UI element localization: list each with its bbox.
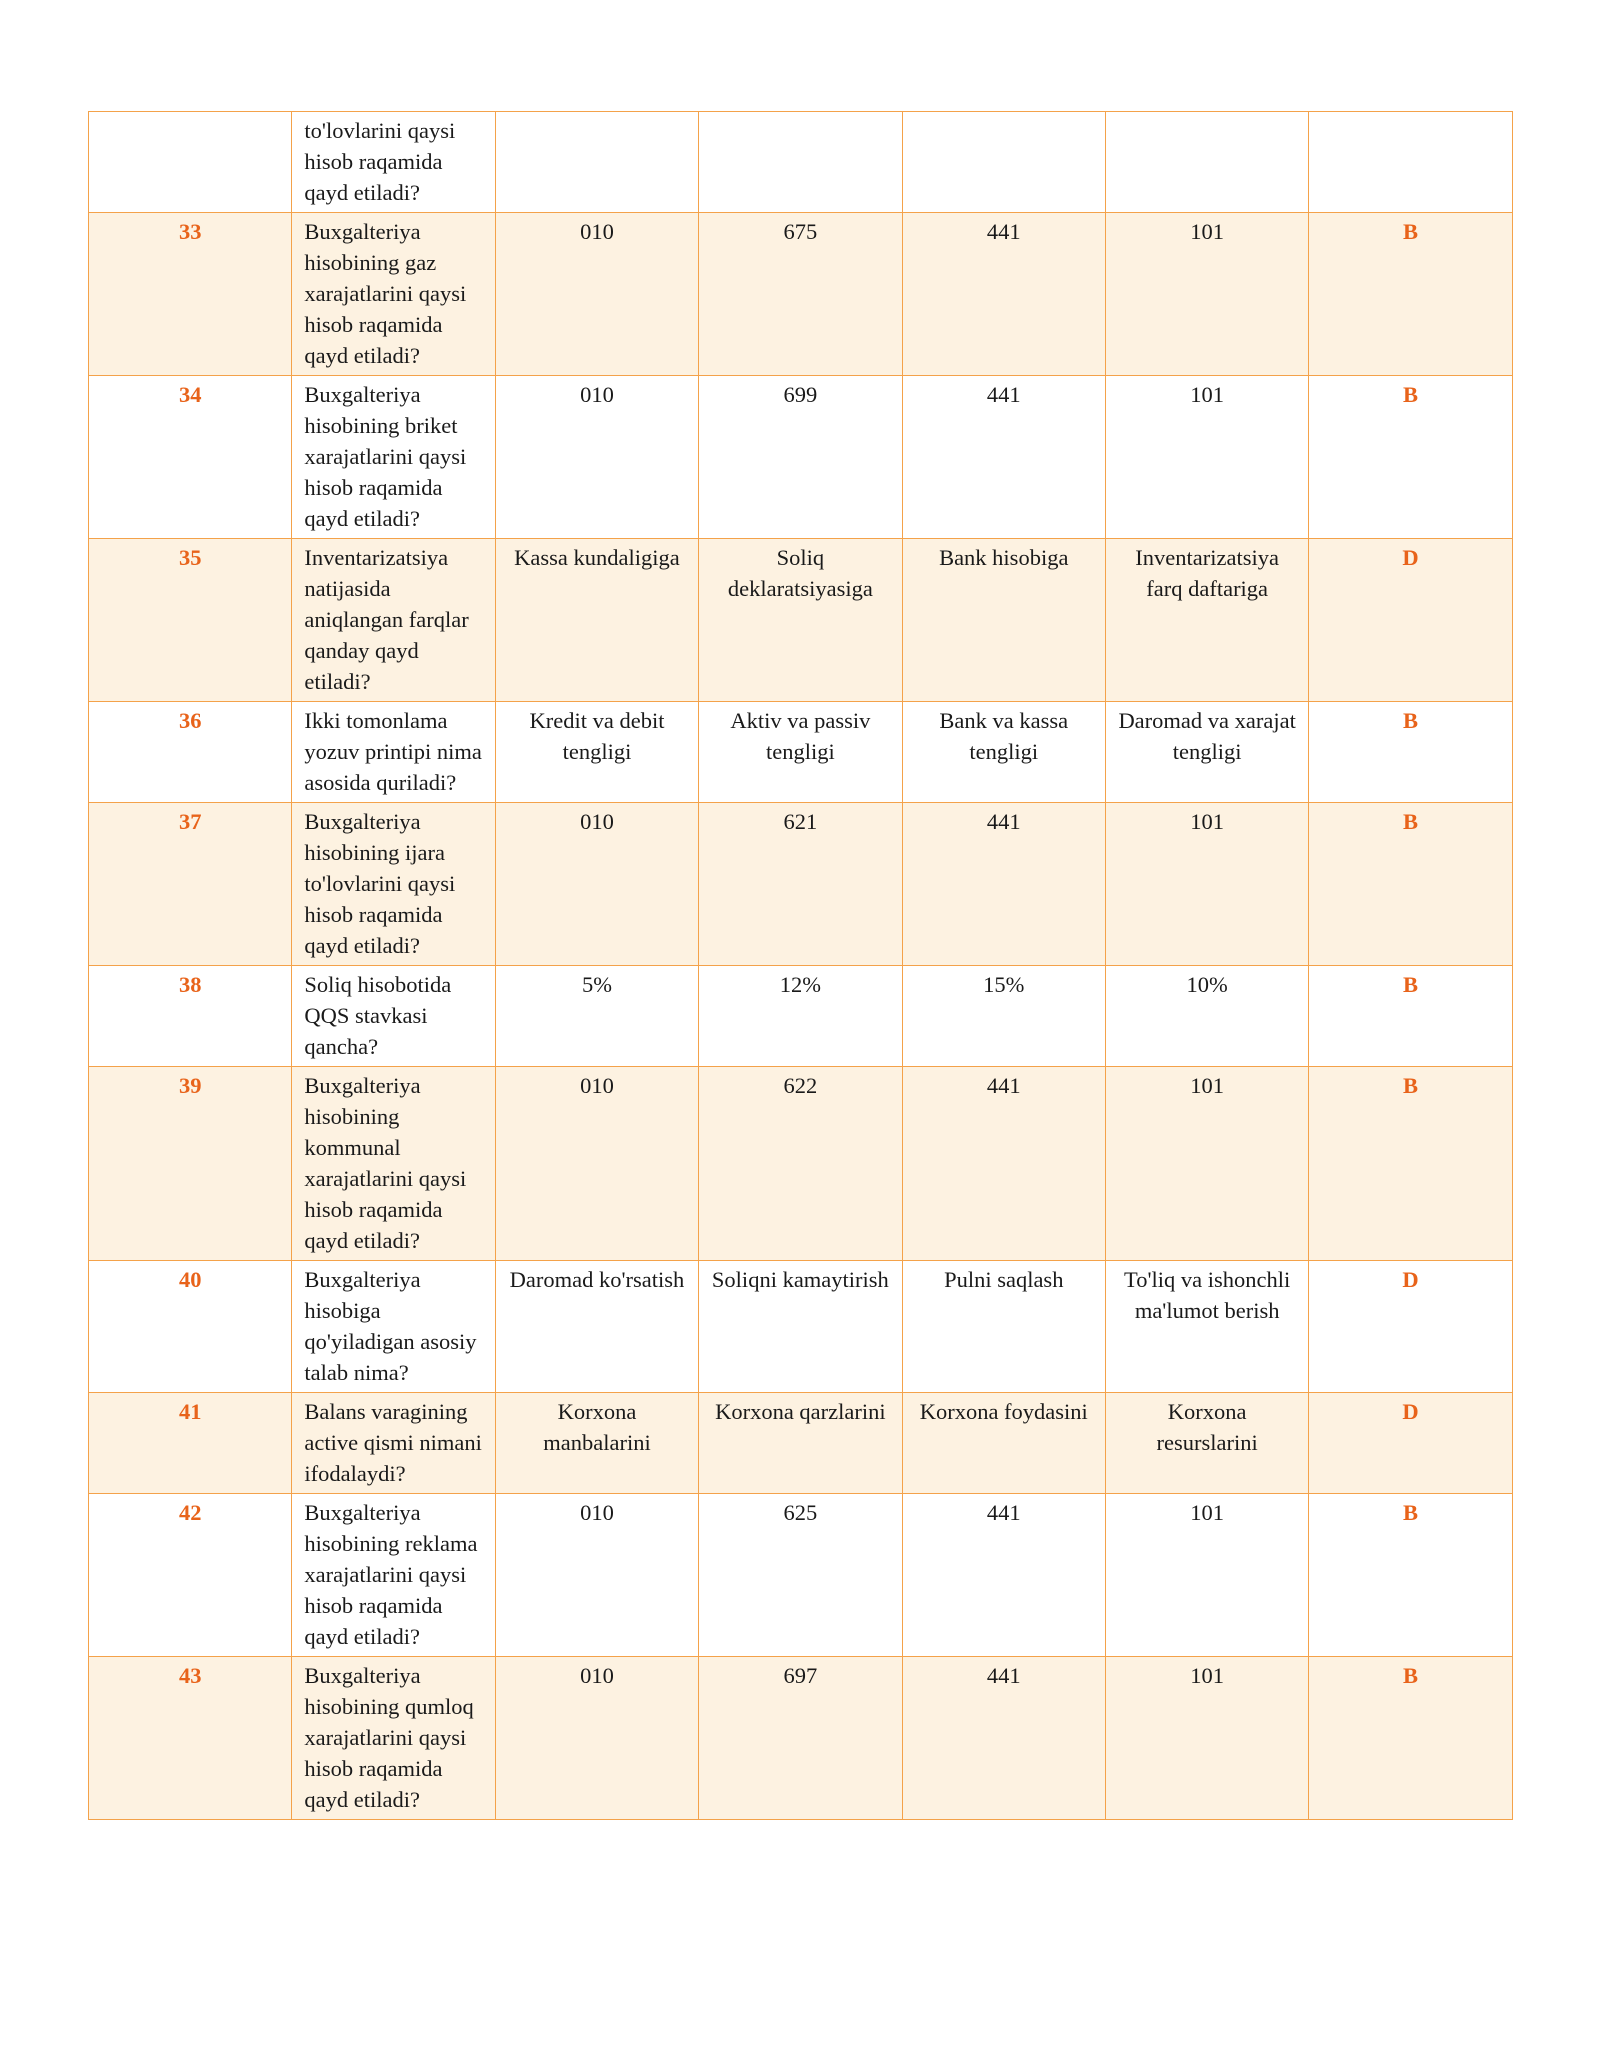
question-text: Balans varagining active qismi nimani ifodalaydi? (292, 1393, 495, 1494)
option-b: 621 (699, 803, 902, 966)
table-row (89, 702, 1513, 803)
question-number: 42 (89, 1494, 292, 1657)
correct-answer (1309, 112, 1512, 213)
table-row (89, 376, 1513, 539)
correct-answer: B (1309, 376, 1512, 539)
option-a: Daromad ko'rsatish (495, 1261, 698, 1393)
option-d: Inventarizatsiya farq daftariga (1105, 539, 1308, 702)
question-number: 34 (89, 376, 292, 539)
option-d: Daromad va xarajat tengligi (1105, 702, 1308, 803)
option-a (495, 112, 698, 213)
option-b: 622 (699, 1067, 902, 1261)
question-text: Buxgalteriya hisobining kommunal xarajatlarini qaysi hisob raqamida qayd etiladi? (292, 1067, 495, 1261)
correct-answer: D (1309, 1261, 1512, 1393)
table-row (89, 1494, 1513, 1657)
correct-answer: B (1309, 1067, 1512, 1261)
question-number: 43 (89, 1657, 292, 1820)
option-b: Korxona qarzlarini (699, 1393, 902, 1494)
question-number: 40 (89, 1261, 292, 1393)
option-c: 441 (902, 1494, 1105, 1657)
option-b: Soliqni kamaytirish (699, 1261, 902, 1393)
question-text: Inventarizatsiya natijasida aniqlangan farqlar qanday qayd etiladi? (292, 539, 495, 702)
option-a: 010 (495, 213, 698, 376)
correct-answer: B (1309, 213, 1512, 376)
correct-answer: B (1309, 803, 1512, 966)
option-a: 5% (495, 966, 698, 1067)
option-a: Kredit va debit tengligi (495, 702, 698, 803)
question-text: Buxgalteriya hisobining qumloq xarajatlarini qaysi hisob raqamida qayd etiladi? (292, 1657, 495, 1820)
option-c: 441 (902, 376, 1105, 539)
option-a: Korxona manbalarini (495, 1393, 698, 1494)
option-d: 101 (1105, 213, 1308, 376)
option-d: 101 (1105, 1494, 1308, 1657)
correct-answer: D (1309, 539, 1512, 702)
table-row (89, 1393, 1513, 1494)
correct-answer: B (1309, 1494, 1512, 1657)
option-d: 101 (1105, 376, 1308, 539)
option-a: 010 (495, 1657, 698, 1820)
question-text: Ikki tomonlama yozuv printipi nima asosida quriladi? (292, 702, 495, 803)
question-text: Buxgalteriya hisobining gaz xarajatlarini qaysi hisob raqamida qayd etiladi? (292, 213, 495, 376)
option-c: Bank hisobiga (902, 539, 1105, 702)
option-c: 15% (902, 966, 1105, 1067)
question-number: 33 (89, 213, 292, 376)
table-row (89, 213, 1513, 376)
table-row (89, 966, 1513, 1067)
option-c: Pulni saqlash (902, 1261, 1105, 1393)
table-row (89, 1067, 1513, 1261)
quiz-table-body (89, 112, 1513, 1820)
table-row (89, 112, 1513, 213)
option-a: 010 (495, 803, 698, 966)
option-b: Soliq deklaratsiyasiga (699, 539, 902, 702)
question-text: Buxgalteriya hisobining reklama xarajatlarini qaysi hisob raqamida qayd etiladi? (292, 1494, 495, 1657)
correct-answer: B (1309, 966, 1512, 1067)
question-number (89, 112, 292, 213)
option-b: 697 (699, 1657, 902, 1820)
table-row (89, 803, 1513, 966)
question-text: to'lovlarini qaysi hisob raqamida qayd etiladi? (292, 112, 495, 213)
option-d: Korxona resurslarini (1105, 1393, 1308, 1494)
option-b: 675 (699, 213, 902, 376)
option-d: 101 (1105, 1067, 1308, 1261)
question-number: 35 (89, 539, 292, 702)
correct-answer: D (1309, 1393, 1512, 1494)
question-number: 39 (89, 1067, 292, 1261)
option-a: Kassa kundaligiga (495, 539, 698, 702)
option-a: 010 (495, 376, 698, 539)
option-a: 010 (495, 1067, 698, 1261)
option-c: 441 (902, 1067, 1105, 1261)
question-number: 36 (89, 702, 292, 803)
question-text: Soliq hisobotida QQS stavkasi qancha? (292, 966, 495, 1067)
option-b: 12% (699, 966, 902, 1067)
question-number: 37 (89, 803, 292, 966)
question-text: Buxgalteriya hisobining ijara to'lovlarini qaysi hisob raqamida qayd etiladi? (292, 803, 495, 966)
option-b: 625 (699, 1494, 902, 1657)
option-d: 101 (1105, 1657, 1308, 1820)
correct-answer: B (1309, 1657, 1512, 1820)
option-c: 441 (902, 213, 1105, 376)
option-c (902, 112, 1105, 213)
option-c: 441 (902, 803, 1105, 966)
option-b: 699 (699, 376, 902, 539)
question-number: 41 (89, 1393, 292, 1494)
table-row (89, 1261, 1513, 1393)
option-d (1105, 112, 1308, 213)
table-row (89, 1657, 1513, 1820)
option-d: 101 (1105, 803, 1308, 966)
option-d: 10% (1105, 966, 1308, 1067)
option-b: Aktiv va passiv tengligi (699, 702, 902, 803)
option-c: 441 (902, 1657, 1105, 1820)
option-d: To'liq va ishonchli ma'lumot berish (1105, 1261, 1308, 1393)
option-a: 010 (495, 1494, 698, 1657)
question-text: Buxgalteriya hisobining briket xarajatlarini qaysi hisob raqamida qayd etiladi? (292, 376, 495, 539)
option-c: Bank va kassa tengligi (902, 702, 1105, 803)
option-c: Korxona foydasini (902, 1393, 1105, 1494)
correct-answer: B (1309, 702, 1512, 803)
table-row (89, 539, 1513, 702)
question-text: Buxgalteriya hisobiga qo'yiladigan asosiy talab nima? (292, 1261, 495, 1393)
quiz-table (88, 111, 1513, 1820)
question-number: 38 (89, 966, 292, 1067)
option-b (699, 112, 902, 213)
